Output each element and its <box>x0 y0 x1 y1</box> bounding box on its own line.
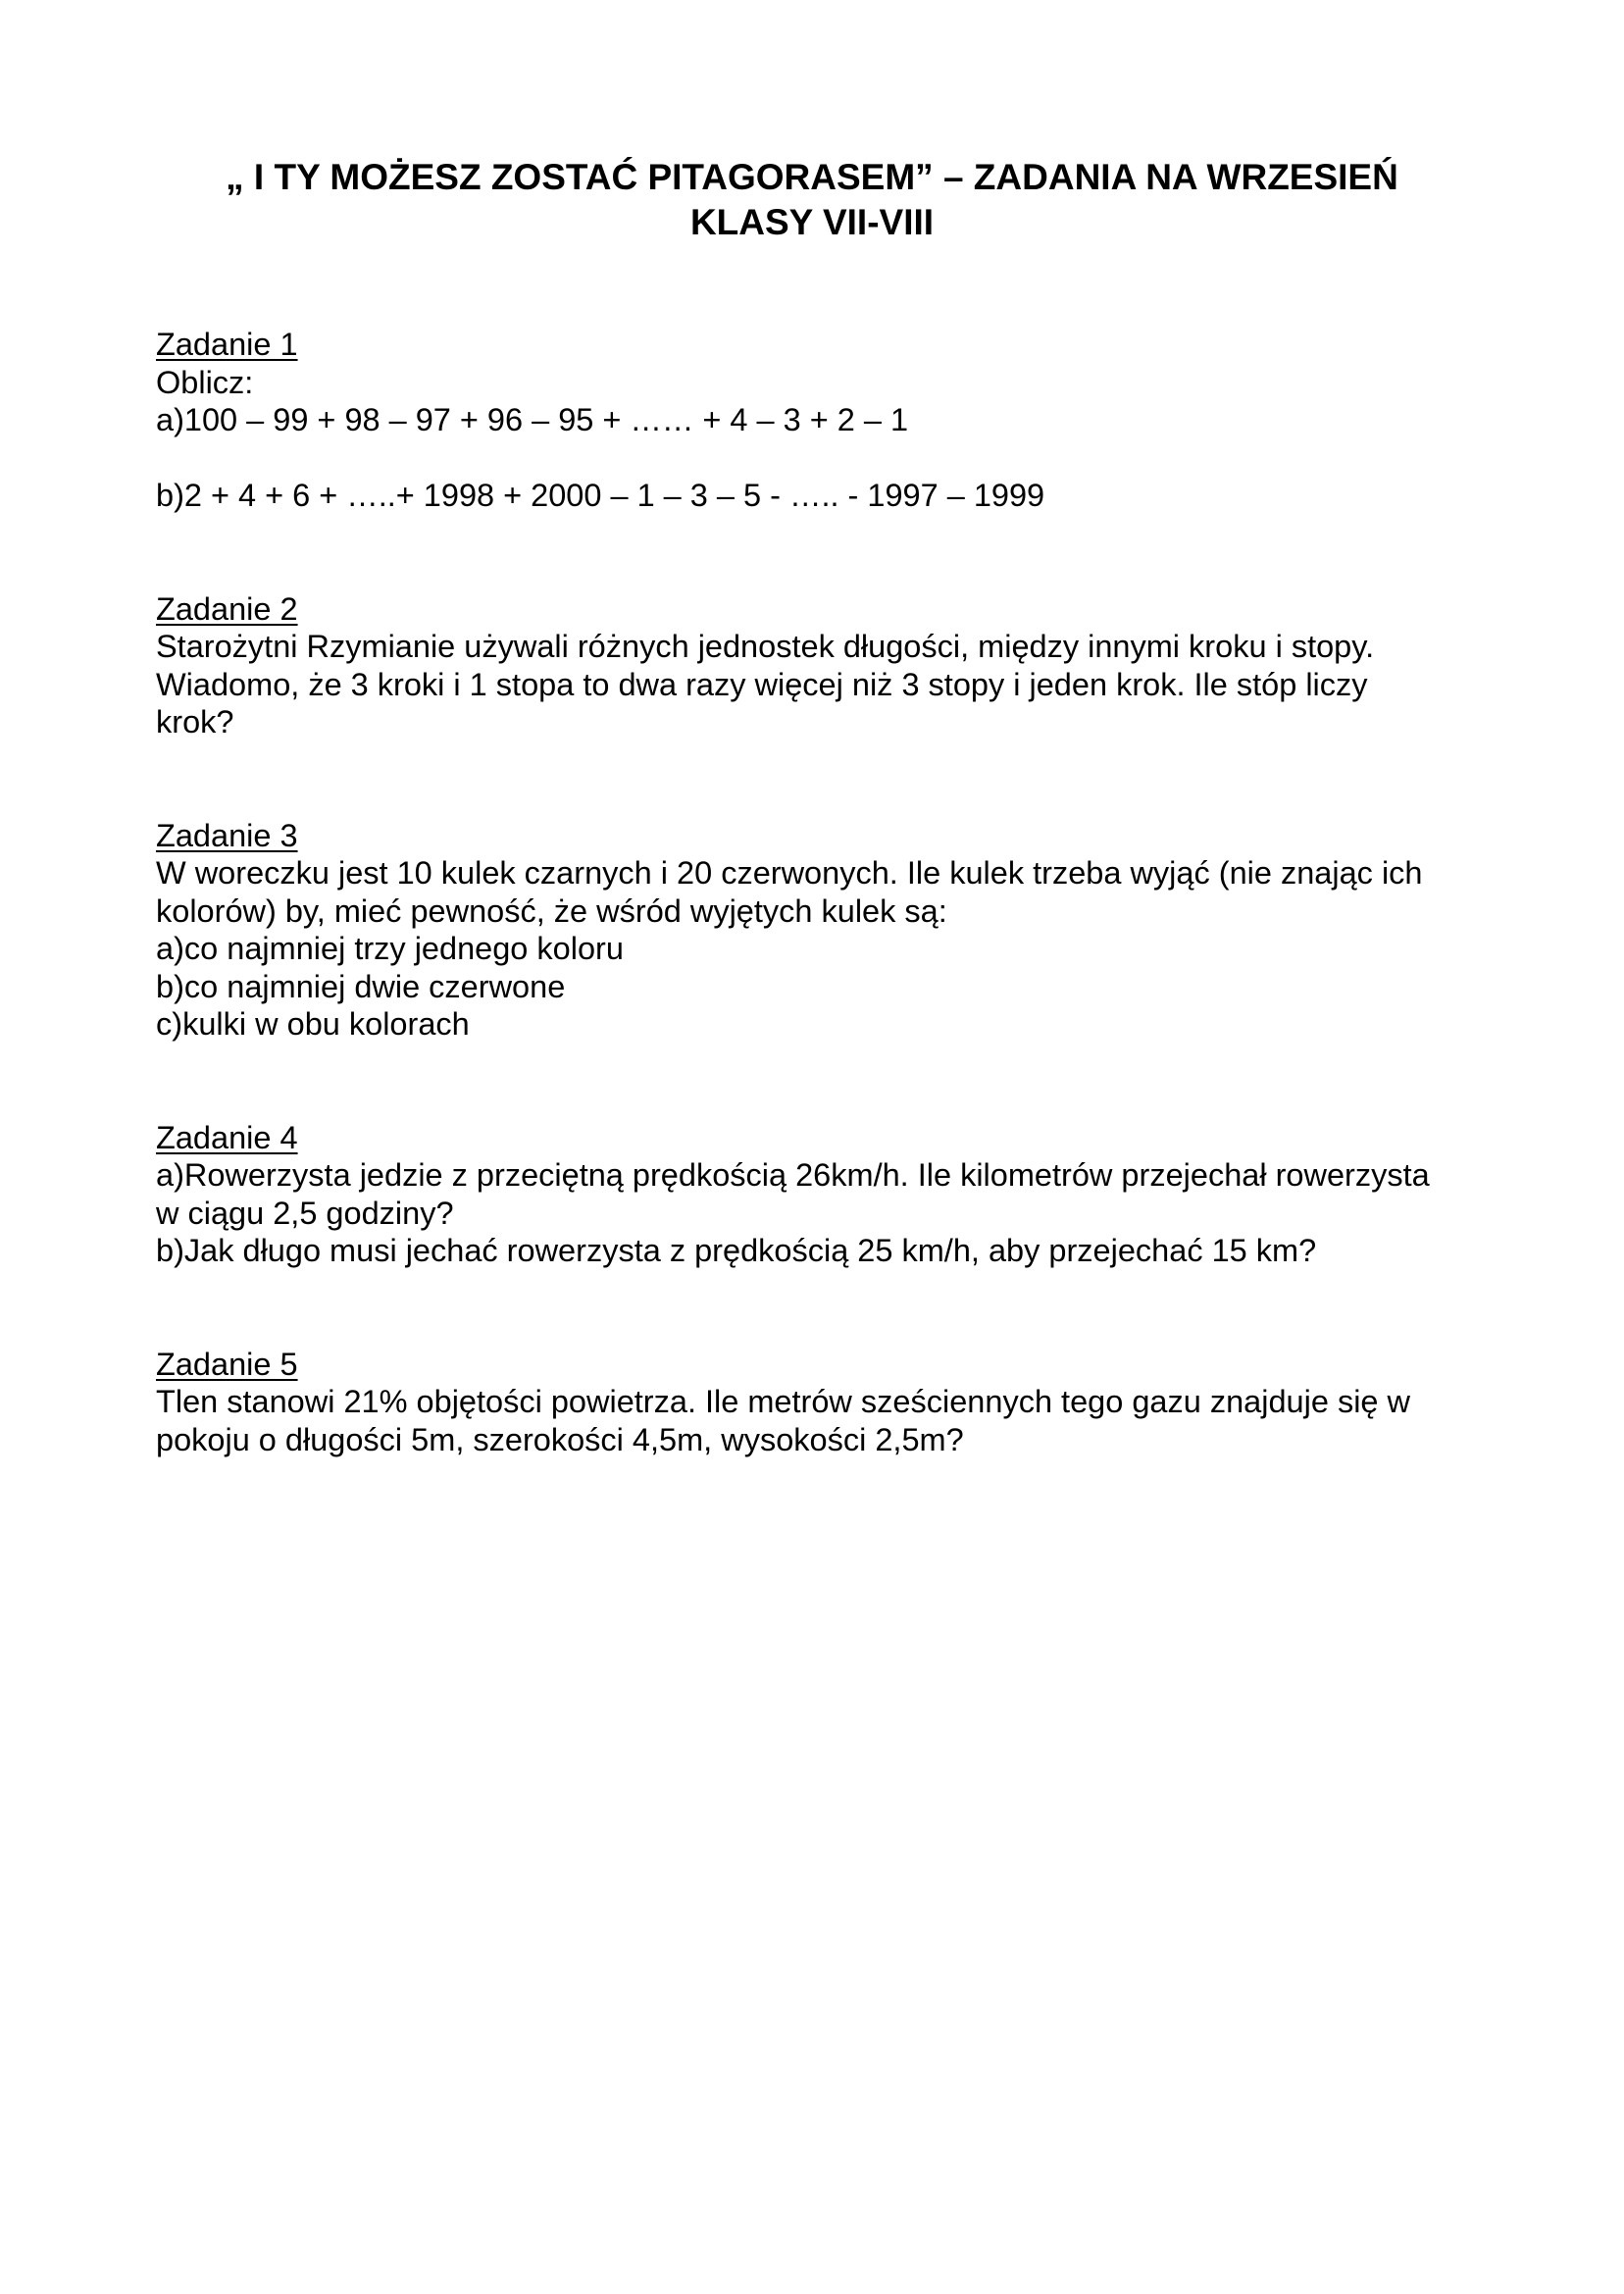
task-spacer <box>156 1270 1509 1346</box>
task-text-line: pokoju o długości 5m, szerokości 4,5m, wysokości 2,5m? <box>156 1421 964 1457</box>
task-spacer <box>156 1044 1509 1119</box>
task-heading: Zadanie 4 <box>156 1119 298 1155</box>
task-2 <box>156 590 1509 741</box>
blank-line <box>156 439 1509 478</box>
task-list <box>156 326 1509 1458</box>
task-spacer <box>156 515 1509 590</box>
task-1 <box>156 326 1509 515</box>
task-text-line: a)Rowerzysta jedzie z przeciętną prędkością 26km/h. Ile kilometrów przejechał rowerzysta <box>156 1157 1430 1193</box>
task-heading: Zadanie 2 <box>156 590 298 627</box>
task-text-line: w ciągu 2,5 godziny? <box>156 1195 454 1231</box>
page-title <box>98 155 1526 245</box>
task-3 <box>156 817 1509 1044</box>
task-text-line: W woreczku jest 10 kulek czarnych i 20 czerwonych. Ile kulek trzeba wyjąć (nie znając ich <box>156 855 1423 891</box>
title-line-1: „ I TY MOŻESZ ZOSTAĆ PITAGORASEM” – ZADANIA NA WRZESIEŃ <box>226 157 1398 197</box>
task-text-line: Tlen stanowi 21% objętości powietrza. Ile metrów sześciennych tego gazu znajduje się w <box>156 1384 1410 1419</box>
task-text-line: Starożytni Rzymianie używali różnych jednostek długości, między innymi kroku i stopy. <box>156 629 1375 664</box>
task-text-line: Wiadomo, że 3 kroki i 1 stopa to dwa razy więcej niż 3 stopy i jeden krok. Ile stóp liczy <box>156 666 1368 702</box>
task-spacer <box>156 741 1509 817</box>
task-text-line: b)2 + 4 + 6 + …..+ 1998 + 2000 – 1 – 3 – 5 - ….. - 1997 – 1999 <box>156 478 1045 513</box>
task-4 <box>156 1119 1509 1270</box>
task-heading: Zadanie 3 <box>156 817 298 853</box>
title-line-2: KLASY VII-VIII <box>689 202 935 242</box>
task-heading: Zadanie 5 <box>156 1346 298 1382</box>
task-text-line: c)kulki w obu kolorach <box>156 1006 470 1042</box>
task-heading: Zadanie 1 <box>156 327 298 362</box>
task-text-line: a)co najmniej trzy jednego koloru <box>156 931 624 966</box>
task-text-line: krok? <box>156 704 234 739</box>
task-text-line: kolorów) by, mieć pewność, że wśród wyjętych kulek są: <box>156 892 947 929</box>
task-text-line: Oblicz: <box>156 364 254 400</box>
task-5 <box>156 1346 1509 1459</box>
task-text-line: b)Jak długo musi jechać rowerzysta z prędkością 25 km/h, aby przejechać 15 km? <box>156 1233 1317 1268</box>
task-text-line: b)co najmniej dwie czerwone <box>156 968 566 1004</box>
task-text-line: a)100 – 99 + 98 – 97 + 96 – 95 + …… + 4 – 3 + 2 – 1 <box>156 402 909 437</box>
